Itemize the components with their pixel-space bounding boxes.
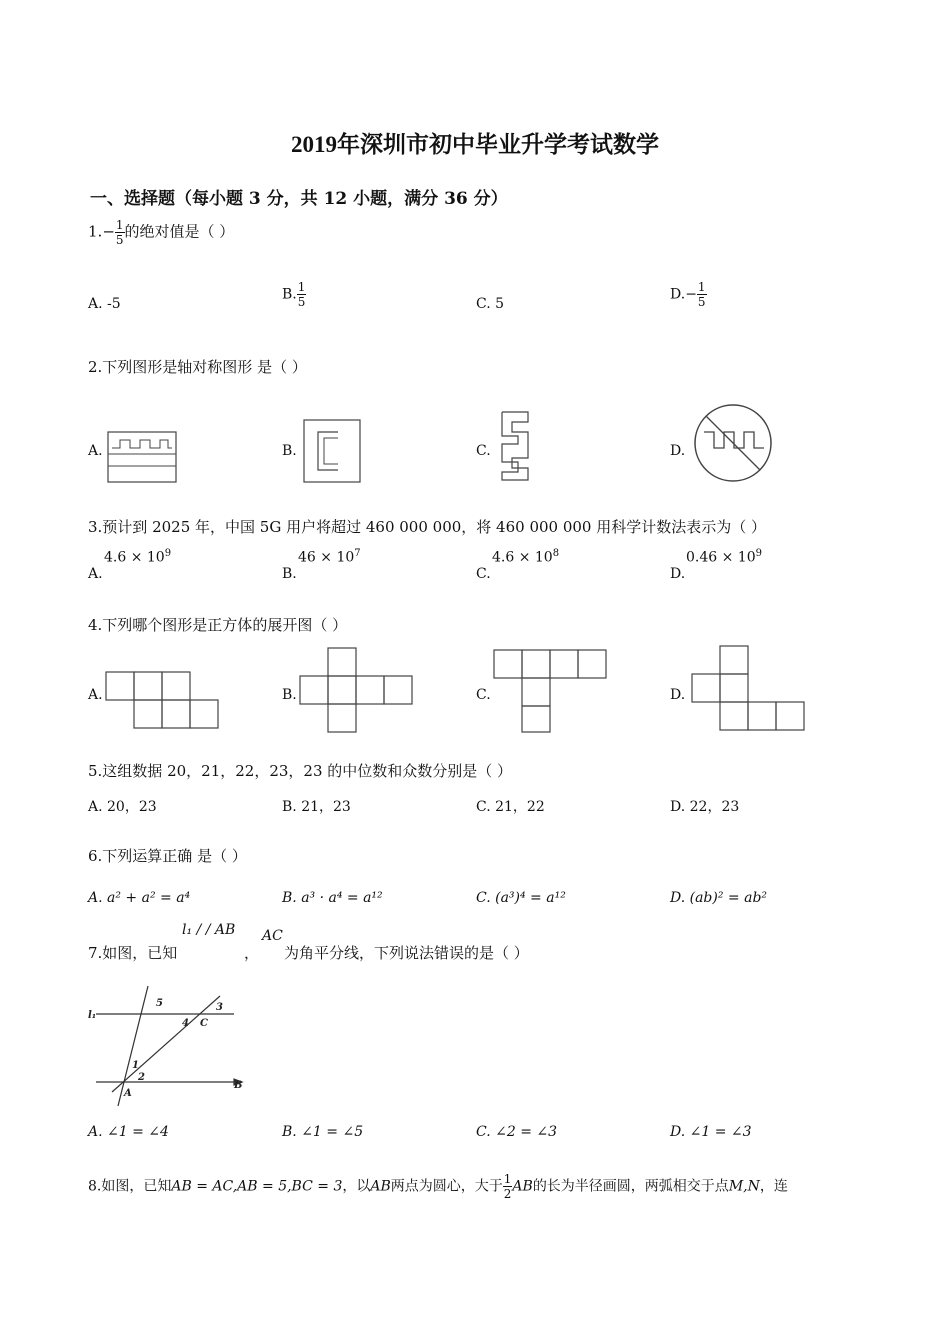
q4-option-a: A. [88,687,103,703]
q3-option-a: $4.6 \times 10^9$ A. [88,548,172,582]
q4-net-a [104,670,220,732]
q1-option-a: A. -5 [88,296,121,312]
q6-option-a: A. a² + a² = a⁴ [88,890,191,906]
fig-label-b: B [234,1080,243,1091]
q2-figure-a [106,430,178,484]
q6-option-d: D. (ab)² = ab² [670,890,768,906]
fig-label-4: 4 [182,1018,189,1029]
q1-option-b: B. $\frac{1}{5}$ [282,280,306,309]
question-6-stem: 6.下列运算正确 是（ ） [88,847,247,865]
question-7-stem-a: 7.如图，已知 [88,944,178,962]
q4-option-d: D. [670,687,686,703]
q7-option-a: A. ∠1 = ∠4 [88,1124,169,1140]
q5-option-c: C. 21，22 [476,799,545,815]
q5-option-d: D. 22，23 [670,799,740,815]
q4-option-b: B. [282,687,297,703]
q7-option-d: D. ∠1 = ∠3 [670,1124,752,1140]
question-4-stem: 4.下列哪个图形是正方体的展开图（ ） [88,616,348,634]
question-7-stem-b: 为角平分线，下列说法错误的是（ ） [284,944,529,962]
page-title: 2019年深圳市初中毕业升学考试数学 [291,132,659,157]
q7-condition-bisector: AC [262,928,283,944]
q3-option-c: $4.6 \times 10^8$ C. [476,548,560,582]
q4-net-b [298,646,414,734]
fig-label-5: 5 [156,998,163,1009]
fig-label-3: 3 [216,1002,223,1013]
fig-label-2: 2 [138,1072,145,1083]
q1-option-d: D.− $\frac{1}{5}$ [670,280,706,309]
q4-option-c: C. [476,687,491,703]
q2-option-a: A. [88,443,103,459]
q6-option-b: B. a³ · a⁴ = a¹² [282,890,383,906]
question-5-stem: 5.这组数据 20，21，22，23，23 的中位数和众数分别是（ ） [88,762,513,780]
question-2-stem: 2.下列图形是轴对称图形 是（ ） [88,358,307,376]
question-3-stem: 3.预计到 2025 年，中国 5G 用户将超过 460 000 000，将 460 000 000 用科学计数法表示为（ ） [88,518,767,536]
fig-label-1: 1 [132,1060,139,1071]
q7-comma: ， [244,944,260,962]
q7-figure [86,982,256,1112]
fig-label-l1: l₁ [88,1010,97,1021]
question-8-stem: 8.如图，已知AB = AC,AB = 5,BC = 3，以AB两点为圆心，大于 $\frac{1}{2}$ AB的长为半径画圆，两弧相交于点M,N，连 [88,1172,788,1201]
fig-label-c: C [200,1018,208,1029]
q2-option-b: B. [282,443,297,459]
q5-option-a: A. 20，23 [88,799,157,815]
question-1-stem: 1.− $\frac{1}{5}$ 的绝对值是（ ） [88,218,235,247]
q7-option-c: C. ∠2 = ∠3 [476,1124,558,1140]
q1-option-c: C. 5 [476,296,505,312]
section-heading: 一、选择题（每小题 3 分，共 12 小题，满分 36 分） [90,189,508,209]
q4-net-c [492,648,608,734]
q2-option-d: D. [670,443,686,459]
q4-net-d [690,644,806,732]
q5-option-b: B. 21，23 [282,799,351,815]
q7-option-b: B. ∠1 = ∠5 [282,1124,364,1140]
q6-option-c: C. (a³)⁴ = a¹² [476,890,566,906]
fig-label-a: A [124,1088,132,1099]
q7-condition-parallel: l₁ / / AB [182,922,236,938]
q2-figure-c [496,410,536,484]
q3-option-b: $46 \times 10^7$ B. [282,548,361,582]
q2-option-c: C. [476,443,491,459]
q3-option-d: $0.46 \times 10^9$ D. [670,548,762,582]
q2-figure-b [302,418,362,484]
q2-figure-d [692,402,774,484]
